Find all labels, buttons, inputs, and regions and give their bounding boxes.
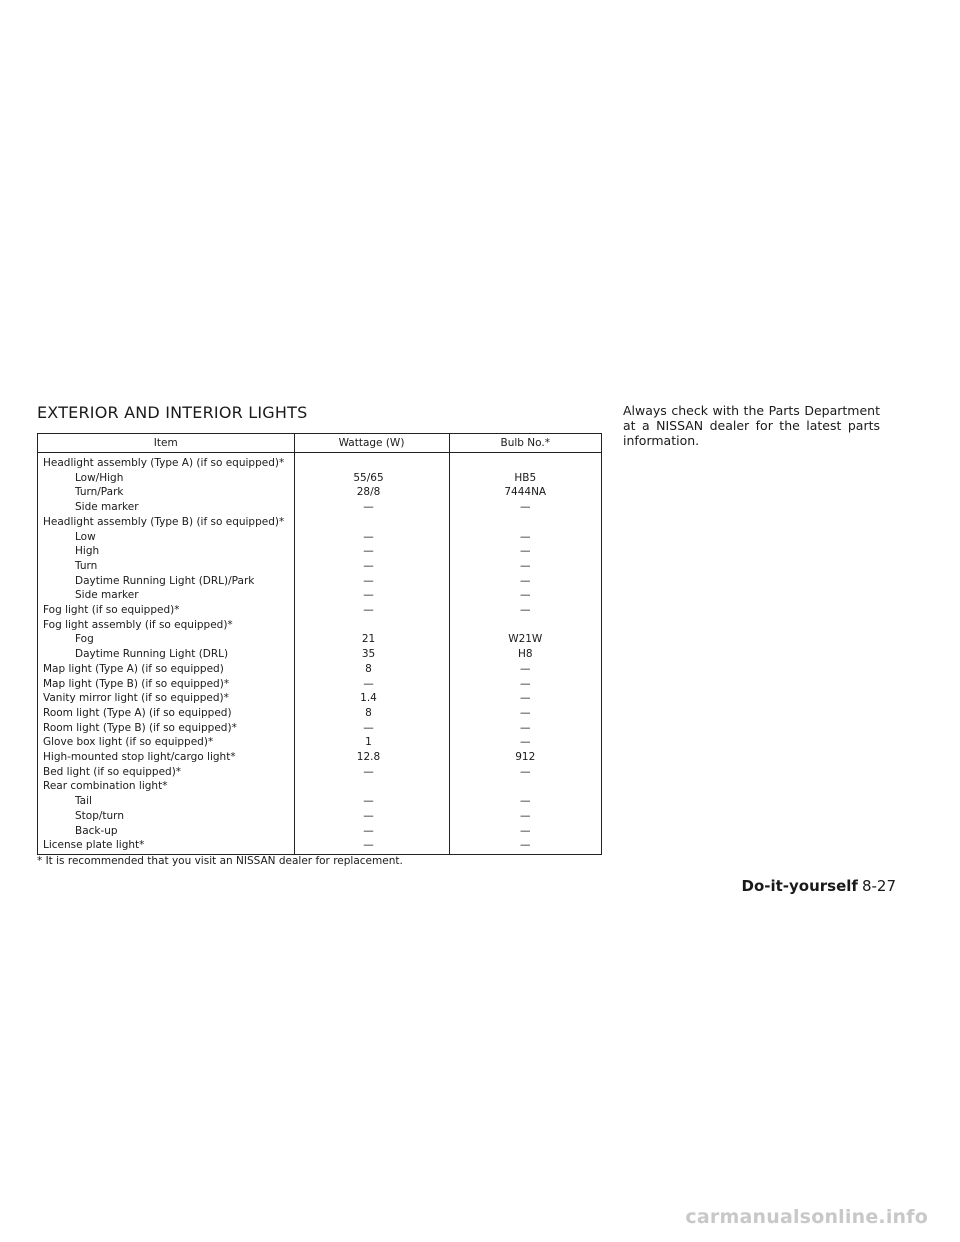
row-bulb-no: — bbox=[449, 721, 601, 736]
row-wattage: 8 bbox=[294, 706, 449, 721]
row-item: High-mounted stop light/cargo light* bbox=[43, 751, 236, 764]
row-bulb-no: — bbox=[449, 559, 601, 574]
table-row bbox=[38, 706, 601, 721]
row-item: Headlight assembly (Type A) (if so equipped)* bbox=[43, 457, 285, 469]
table-row bbox=[38, 838, 601, 854]
row-bulb-no: — bbox=[449, 706, 601, 721]
row-bulb-no: — bbox=[449, 603, 601, 618]
row-bulb-no: HB5 bbox=[449, 471, 601, 486]
row-bulb-no: 7444NA bbox=[449, 485, 601, 500]
row-wattage: 12.8 bbox=[294, 750, 449, 765]
row-wattage bbox=[294, 515, 449, 530]
row-item: Bed light (if so equipped)* bbox=[43, 765, 182, 778]
row-bulb-no bbox=[449, 779, 601, 794]
table-row bbox=[38, 779, 601, 794]
table-row bbox=[38, 453, 601, 471]
table-row bbox=[38, 809, 601, 824]
row-wattage: — bbox=[294, 588, 449, 603]
row-item: Fog light (if so equipped)* bbox=[43, 604, 180, 617]
row-item: Low/High bbox=[75, 471, 124, 484]
row-wattage bbox=[294, 453, 449, 471]
table-row bbox=[38, 500, 601, 515]
row-bulb-no: — bbox=[449, 530, 601, 545]
row-bulb-no: — bbox=[449, 794, 601, 809]
row-item: Rear combination light* bbox=[43, 780, 168, 793]
row-wattage: — bbox=[294, 559, 449, 574]
row-item: Fog light assembly (if so equipped)* bbox=[43, 618, 233, 631]
row-bulb-no bbox=[449, 515, 601, 530]
row-item: Map light (Type A) (if so equipped) bbox=[43, 662, 224, 675]
table-row bbox=[38, 485, 601, 500]
row-item: Vanity mirror light (if so equipped)* bbox=[43, 692, 229, 705]
section-title: EXTERIOR AND INTERIOR LIGHTS bbox=[37, 403, 308, 422]
row-bulb-no: — bbox=[449, 500, 601, 515]
header-bulb-no: Bulb No.* bbox=[449, 434, 601, 453]
row-wattage bbox=[294, 618, 449, 633]
row-bulb-no: W21W bbox=[449, 632, 601, 647]
table-row bbox=[38, 647, 601, 662]
row-bulb-no: — bbox=[449, 677, 601, 692]
table-header-row bbox=[38, 434, 601, 453]
bulb-table bbox=[37, 433, 602, 855]
row-item: Side marker bbox=[75, 589, 139, 602]
row-wattage bbox=[294, 779, 449, 794]
row-item: Turn bbox=[75, 559, 98, 572]
row-wattage: — bbox=[294, 603, 449, 618]
table-row bbox=[38, 794, 601, 809]
row-item: High bbox=[75, 545, 100, 558]
side-note: Always check with the Parts Department at a NISSAN dealer for the latest parts information. bbox=[623, 403, 880, 448]
table-row bbox=[38, 824, 601, 839]
header-wattage: Wattage (W) bbox=[294, 434, 449, 453]
row-wattage: — bbox=[294, 765, 449, 780]
row-item: Room light (Type B) (if so equipped)* bbox=[43, 721, 237, 734]
table-row bbox=[38, 735, 601, 750]
row-bulb-no: — bbox=[449, 838, 601, 854]
table-row bbox=[38, 530, 601, 545]
watermark: carmanualsonline.info bbox=[685, 1206, 928, 1228]
table-row bbox=[38, 691, 601, 706]
row-bulb-no bbox=[449, 453, 601, 471]
table-row bbox=[38, 677, 601, 692]
table-row bbox=[38, 588, 601, 603]
row-wattage: — bbox=[294, 824, 449, 839]
table-row bbox=[38, 618, 601, 633]
row-wattage: — bbox=[294, 794, 449, 809]
row-item: Room light (Type A) (if so equipped) bbox=[43, 706, 232, 719]
row-item: Stop/turn bbox=[75, 809, 124, 822]
row-item: Glove box light (if so equipped)* bbox=[43, 736, 214, 749]
table-row bbox=[38, 544, 601, 559]
page-footer bbox=[720, 877, 896, 895]
table-row bbox=[38, 632, 601, 647]
row-wattage: — bbox=[294, 677, 449, 692]
row-wattage: 21 bbox=[294, 632, 449, 647]
table-row bbox=[38, 603, 601, 618]
row-wattage: — bbox=[294, 721, 449, 736]
table-row bbox=[38, 559, 601, 574]
row-bulb-no: — bbox=[449, 735, 601, 750]
row-wattage: 28/8 bbox=[294, 485, 449, 500]
row-wattage: — bbox=[294, 838, 449, 854]
row-item: Headlight assembly (Type B) (if so equipped)* bbox=[43, 515, 285, 528]
table-row bbox=[38, 574, 601, 589]
chapter-title: Do-it-yourself bbox=[741, 877, 858, 895]
row-wattage: — bbox=[294, 574, 449, 589]
row-bulb-no: — bbox=[449, 809, 601, 824]
row-wattage: 8 bbox=[294, 662, 449, 677]
row-item: Side marker bbox=[75, 501, 139, 514]
row-bulb-no bbox=[449, 618, 601, 633]
row-item: Tail bbox=[75, 795, 92, 808]
row-bulb-no: — bbox=[449, 824, 601, 839]
footnote: * It is recommended that you visit an NISSAN dealer for replacement. bbox=[37, 855, 403, 867]
row-wattage: 1 bbox=[294, 735, 449, 750]
row-wattage: 55/65 bbox=[294, 471, 449, 486]
table-row bbox=[38, 721, 601, 736]
row-wattage: 1.4 bbox=[294, 691, 449, 706]
row-bulb-no: — bbox=[449, 765, 601, 780]
row-item: Fog bbox=[75, 633, 94, 646]
row-bulb-no: — bbox=[449, 691, 601, 706]
row-item: License plate light* bbox=[43, 839, 145, 852]
table-row bbox=[38, 765, 601, 780]
row-wattage: 35 bbox=[294, 647, 449, 662]
row-bulb-no: H8 bbox=[449, 647, 601, 662]
row-bulb-no: 912 bbox=[449, 750, 601, 765]
row-item: Daytime Running Light (DRL)/Park bbox=[75, 574, 255, 587]
table-row bbox=[38, 662, 601, 677]
table-row bbox=[38, 471, 601, 486]
row-bulb-no: — bbox=[449, 574, 601, 589]
page-number: 8-27 bbox=[861, 877, 896, 895]
row-wattage: — bbox=[294, 544, 449, 559]
row-wattage: — bbox=[294, 809, 449, 824]
row-bulb-no: — bbox=[449, 588, 601, 603]
row-item: Map light (Type B) (if so equipped)* bbox=[43, 677, 230, 690]
row-item: Turn/Park bbox=[75, 486, 124, 499]
row-bulb-no: — bbox=[449, 544, 601, 559]
row-wattage: — bbox=[294, 500, 449, 515]
row-item: Daytime Running Light (DRL) bbox=[75, 648, 229, 661]
row-bulb-no: — bbox=[449, 662, 601, 677]
row-wattage: — bbox=[294, 530, 449, 545]
row-item: Back-up bbox=[75, 824, 118, 837]
table-row bbox=[38, 515, 601, 530]
table-row bbox=[38, 750, 601, 765]
row-item: Low bbox=[75, 530, 96, 543]
header-item: Item bbox=[38, 434, 294, 453]
